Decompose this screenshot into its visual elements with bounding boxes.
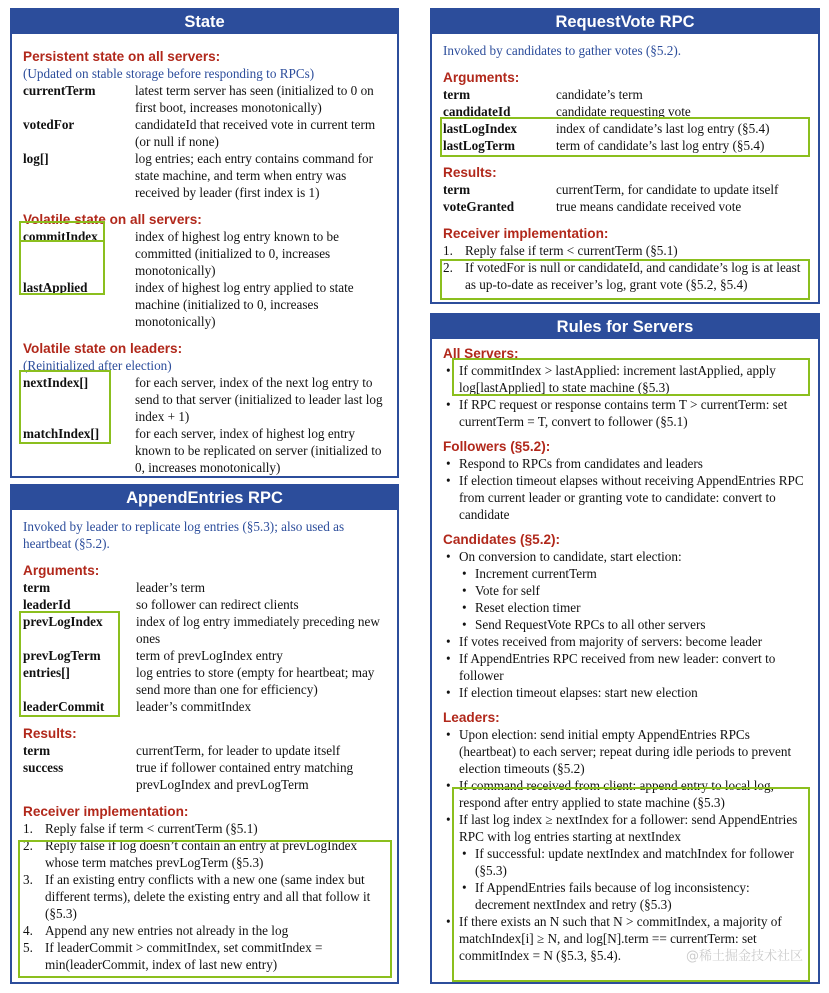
argument-row: candidateId candidate requesting vote xyxy=(443,104,691,119)
all-servers-heading: All Servers: xyxy=(443,346,519,361)
rule-subitem: • Reset election timer xyxy=(459,599,807,616)
state-row: lastApplied index of highest log entry applied to state machine (initialized to 0, increases monotonically) xyxy=(23,280,354,329)
candidates-heading: Candidates (§5.2): xyxy=(443,532,561,547)
state-row: log[] log entries; each entry contains command for state machine, and term when entry was received by leader (first index is 1) xyxy=(23,151,374,200)
rule-subitem: • If AppendEntries fails because of log inconsistency: decrement nextIndex and retry (§5.3) xyxy=(459,879,807,913)
rule-item: • If there exists an N such that N > commitIndex, a majority of matchIndex[i] ≥ N, and log[N].term == currentTerm: set commitIndex = N (§5.3, §5.4). xyxy=(443,913,807,964)
rule-subitem: • If successful: update nextIndex and matchIndex for follower (§5.3) xyxy=(459,845,807,879)
vote-receiver-heading: Receiver implementation: xyxy=(443,226,609,241)
request-vote-panel xyxy=(430,8,820,304)
append-entries-intro: Invoked by leader to replicate log entries (§5.3); also used as heartbeat (§5.2). xyxy=(23,519,345,551)
result-row: term currentTerm, for leader to update itself xyxy=(23,743,341,758)
append-receiver-heading: Receiver implementation: xyxy=(23,804,189,819)
rule-subitem: • Vote for self xyxy=(459,582,807,599)
rule-item: • If election timeout elapses without receiving AppendEntries RPC from current leader or granting vote to candidate: convert to candidate xyxy=(443,472,807,523)
rules-panel xyxy=(430,313,820,984)
argument-row: prevLogIndex index of log entry immediately preceding new ones xyxy=(23,614,380,646)
state-row: currentTerm latest term server has seen (initialized to 0 on first boot, increases monotonically) xyxy=(23,83,374,115)
receiver-step: 5. If leaderCommit > commitIndex, set commitIndex = min(leaderCommit, index of last new entry) xyxy=(23,940,323,972)
persistent-state-note: (Updated on stable storage before responding to RPCs) xyxy=(23,66,315,81)
receiver-step: 4. Append any new entries not already in the log xyxy=(23,923,289,938)
rule-item: • If votes received from majority of servers: become leader xyxy=(443,633,807,650)
append-results-heading: Results: xyxy=(23,726,77,741)
receiver-step: 2. Reply false if log doesn’t contain an entry at prevLogIndex whose term matches prevLogTerm (§5.3) xyxy=(23,838,358,870)
rule-item: • If command received from client: append entry to local log, respond after entry applied to state machine (§5.3) xyxy=(443,777,807,811)
receiver-step: 3. If an existing entry conflicts with a new one (same index but different terms), delete the existing entry and all that follow it (§5.3) xyxy=(23,872,371,921)
state-panel xyxy=(10,8,399,478)
volatile-state-heading: Volatile state on all servers: xyxy=(23,212,202,227)
rule-subitem: • Increment currentTerm xyxy=(459,565,807,582)
rule-item: • On conversion to candidate, start election: xyxy=(443,548,807,565)
argument-row: leaderCommit leader’s commitIndex xyxy=(23,699,252,714)
request-vote-intro: Invoked by candidates to gather votes (§5.2). xyxy=(443,43,682,58)
rule-item: • If election timeout elapses: start new election xyxy=(443,684,807,701)
state-row: votedFor candidateId that received vote in current term (or null if none) xyxy=(23,117,376,149)
argument-row: term leader’s term xyxy=(23,580,205,595)
state-title: State xyxy=(12,10,397,34)
rule-subitem: • Send RequestVote RPCs to all other servers xyxy=(459,616,807,633)
request-vote-title: RequestVote RPC xyxy=(432,10,818,34)
argument-row: lastLogTerm term of candidate’s last log entry (§5.4) xyxy=(443,138,765,153)
rule-item: • Upon election: send initial empty AppendEntries RPCs (heartbeat) to each server; repeat during idle periods to prevent election timeouts (§5.2) xyxy=(443,726,807,777)
append-args-heading: Arguments: xyxy=(23,563,100,578)
rules-title: Rules for Servers xyxy=(432,315,818,339)
rule-item: • If last log index ≥ nextIndex for a follower: send AppendEntries RPC with log entries starting at nextIndex xyxy=(443,811,807,845)
leader-state-heading: Volatile state on leaders: xyxy=(23,341,183,356)
argument-row: leaderId so follower can redirect clients xyxy=(23,597,299,612)
rule-item: • Respond to RPCs from candidates and leaders xyxy=(443,455,807,472)
vote-results-heading: Results: xyxy=(443,165,497,180)
persistent-state-heading: Persistent state on all servers: xyxy=(23,49,221,64)
state-row: matchIndex[] for each server, index of highest log entry known to be replicated on server (initialized to 0, increases monotonically) xyxy=(23,426,382,475)
result-row: voteGranted true means candidate received vote xyxy=(443,199,742,214)
leader-state-note: (Reinitialized after election) xyxy=(23,358,172,373)
argument-row: entries[] log entries to store (empty for heartbeat; may send more than one for efficiency) xyxy=(23,665,375,697)
argument-row: lastLogIndex index of candidate’s last log entry (§5.4) xyxy=(443,121,770,136)
argument-row: prevLogTerm term of prevLogIndex entry xyxy=(23,648,283,663)
state-row: commitIndex index of highest log entry known to be committed (initialized to 0, increases monotonically) xyxy=(23,229,340,278)
watermark: @稀土掘金技术社区 xyxy=(685,949,803,964)
result-row: success true if follower contained entry matching prevLogIndex and prevLogTerm xyxy=(23,760,354,792)
receiver-step: 1. Reply false if term < currentTerm (§5.1) xyxy=(23,821,258,836)
rule-item: • If AppendEntries RPC received from new leader: convert to follower xyxy=(443,650,807,684)
rule-item: • If commitIndex > lastApplied: increment lastApplied, apply log[lastApplied] to state machine (§5.3) xyxy=(443,362,807,396)
receiver-step: 1. Reply false if term < currentTerm (§5.1) xyxy=(443,243,678,258)
vote-args-heading: Arguments: xyxy=(443,70,520,85)
append-entries-title: AppendEntries RPC xyxy=(12,486,397,510)
leaders-heading: Leaders: xyxy=(443,710,500,725)
append-entries-panel xyxy=(10,484,399,984)
rule-item: • If RPC request or response contains term T > currentTerm: set currentTerm = T, convert to follower (§5.1) xyxy=(443,396,807,430)
result-row: term currentTerm, for candidate to update itself xyxy=(443,182,779,197)
state-row: nextIndex[] for each server, index of the next log entry to send to that server (initialized to leader last log index + 1) xyxy=(23,375,383,424)
receiver-step: 2. If votedFor is null or candidateId, and candidate’s log is at least as up-to-date as receiver’s log, grant vote (§5.2, §5.4) xyxy=(443,260,801,292)
argument-row: term candidate’s term xyxy=(443,87,643,102)
followers-heading: Followers (§5.2): xyxy=(443,439,551,454)
